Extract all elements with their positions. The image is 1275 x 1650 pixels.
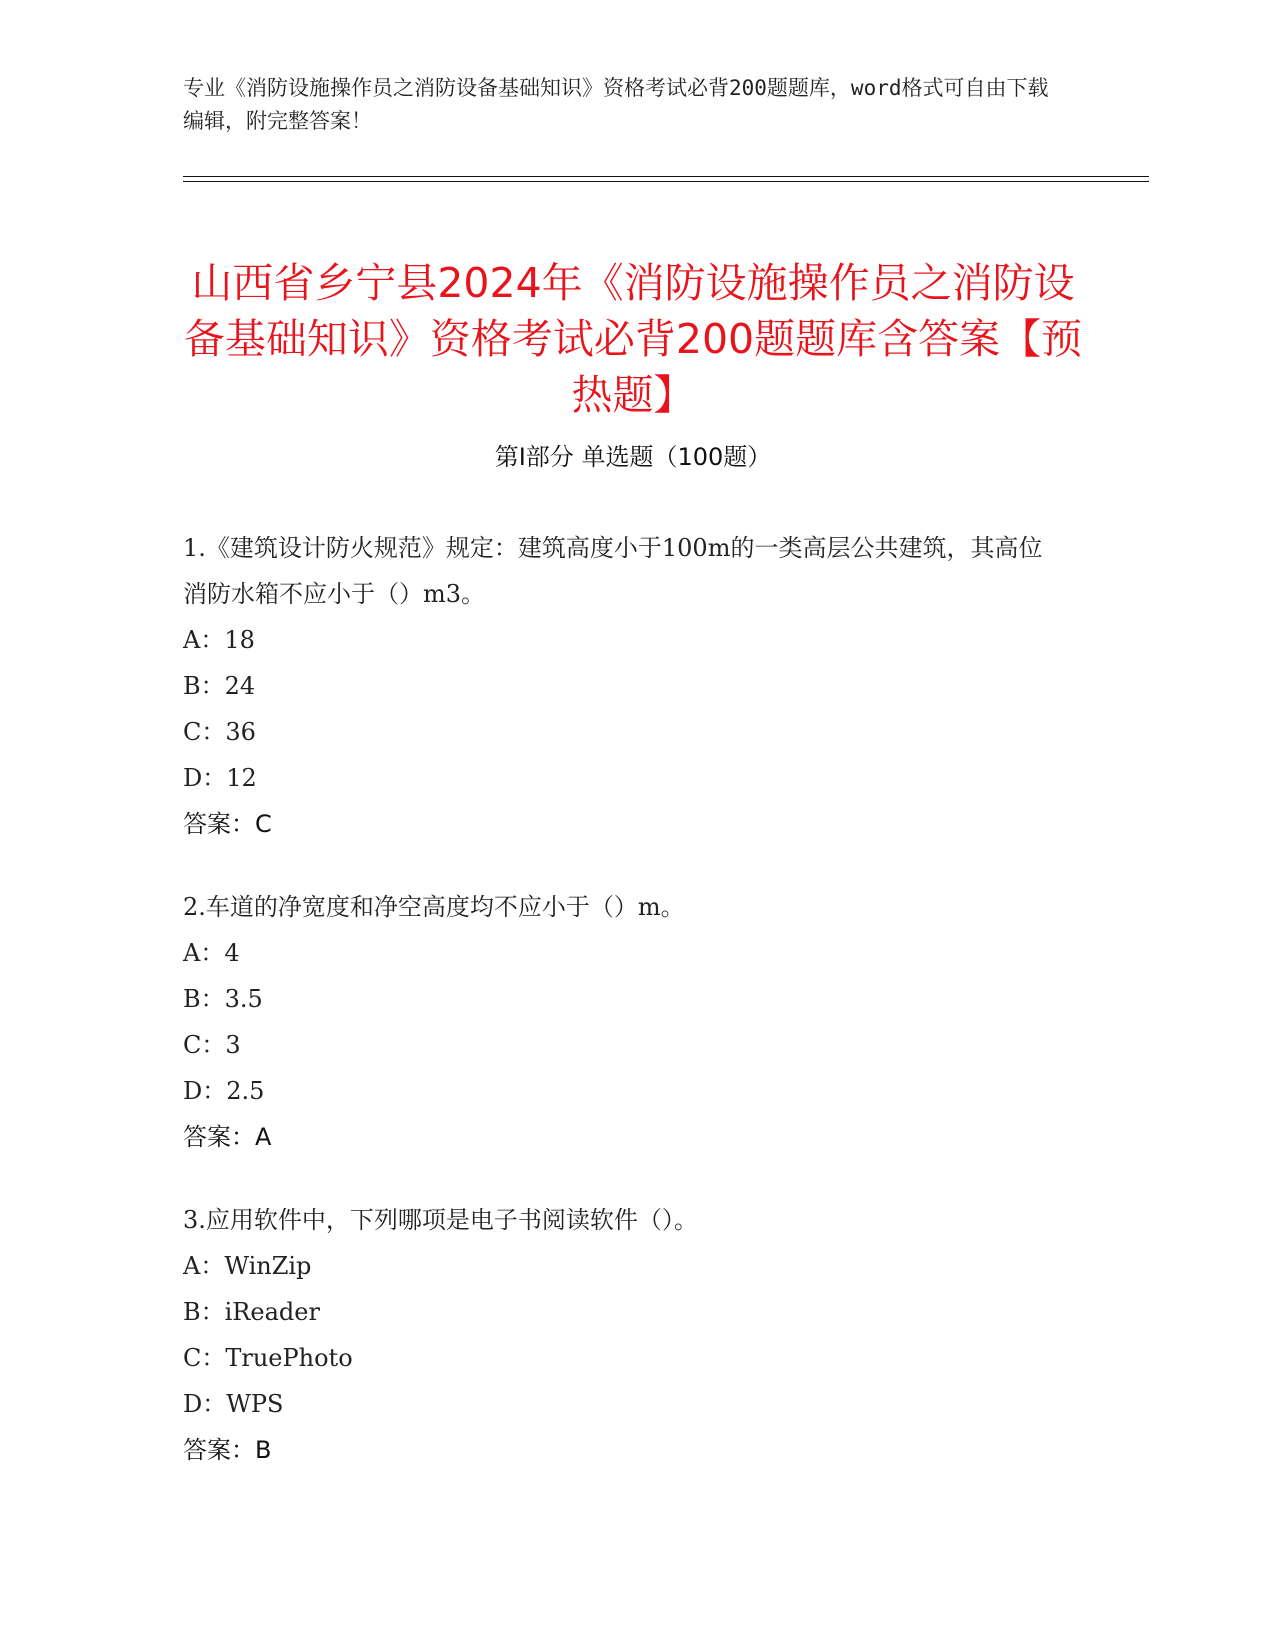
option-d: D：2.5 xyxy=(183,1077,265,1105)
option-a: A：WinZip xyxy=(183,1252,312,1280)
option-d: D：WPS xyxy=(183,1390,284,1418)
option-b: B：iReader xyxy=(183,1298,320,1326)
header-divider-top xyxy=(183,176,1149,177)
question-stem: 1.《建筑设计防火规范》规定：建筑高度小于100m的一类高层公共建筑，其高位消防水箱不应小于（）m3。 xyxy=(183,534,1043,608)
question xyxy=(183,1197,1063,1473)
option-b: B：3.5 xyxy=(183,985,263,1013)
option-c: C：36 xyxy=(183,718,256,746)
option-d: D：12 xyxy=(183,764,257,792)
option-c: C：TruePhoto xyxy=(183,1344,353,1372)
option-a: A：4 xyxy=(183,939,240,967)
option-c: C：3 xyxy=(183,1031,241,1059)
question xyxy=(183,884,1063,1160)
question-stem: 2.车道的净宽度和净空高度均不应小于（）m。 xyxy=(183,893,685,921)
option-a: A：18 xyxy=(183,626,255,654)
question-stem: 3.应用软件中，下列哪项是电子书阅读软件（）。 xyxy=(183,1206,698,1234)
document-title: 山西省乡宁县2024年《消防设施操作员之消防设备基础知识》资格考试必背200题题库含答案【预热题】 xyxy=(183,259,1083,420)
question xyxy=(183,525,1063,847)
header-divider-bottom xyxy=(183,181,1149,182)
option-b: B：24 xyxy=(183,672,256,700)
header-note: 专业《消防设施操作员之消防设备基础知识》资格考试必背200题题库，word格式可自由下载编辑，附完整答案！ xyxy=(183,76,1049,133)
question-list xyxy=(183,525,1063,1510)
section-title: 第Ⅰ部分 单选题（100题） xyxy=(494,443,772,471)
answer: 答案：C xyxy=(183,810,272,838)
answer: 答案：A xyxy=(183,1123,272,1151)
answer: 答案：B xyxy=(183,1436,272,1464)
